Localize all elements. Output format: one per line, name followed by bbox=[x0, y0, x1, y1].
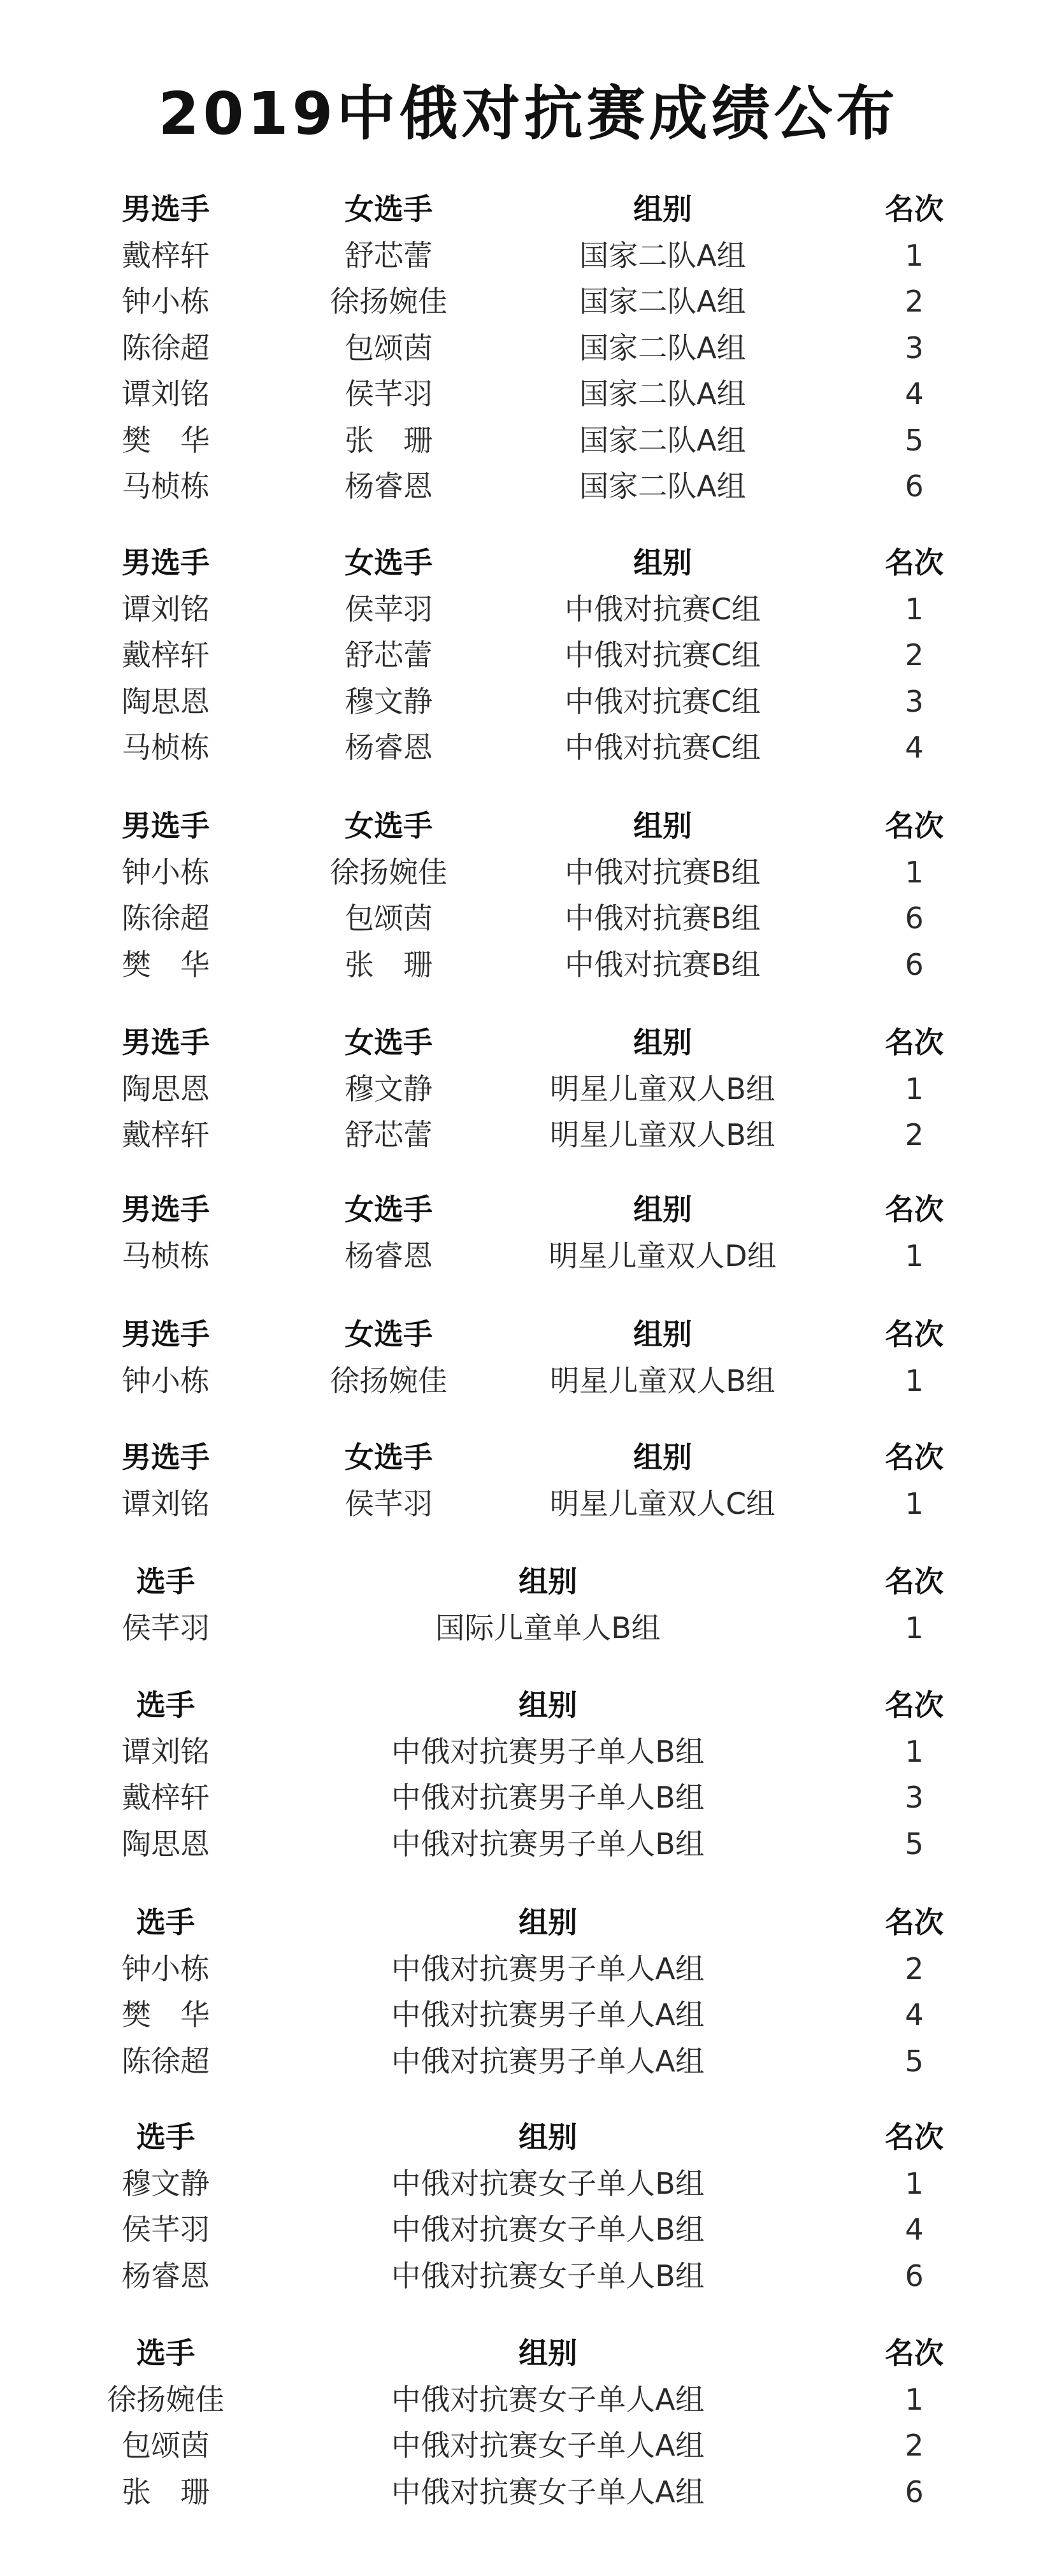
table-row bbox=[0, 1358, 1057, 1404]
rank-value: 1 bbox=[905, 854, 924, 889]
header-player: 选手 bbox=[136, 1688, 195, 1722]
section-header-row bbox=[0, 2330, 1057, 2376]
rank-value: 4 bbox=[905, 2212, 924, 2247]
rank-value: 1 bbox=[905, 1610, 924, 1645]
header-rank: 名次 bbox=[885, 1688, 944, 1722]
female-player: 张 珊 bbox=[345, 422, 433, 457]
table-row bbox=[0, 1992, 1057, 2038]
table-row bbox=[0, 632, 1057, 678]
table-row bbox=[0, 233, 1057, 278]
table-row bbox=[0, 942, 1057, 988]
table-row bbox=[0, 1481, 1057, 1527]
section-header-row bbox=[0, 1899, 1057, 1945]
header-rank: 名次 bbox=[885, 1905, 944, 1939]
table-row bbox=[0, 325, 1057, 371]
female-player: 侯苹羽 bbox=[345, 591, 433, 626]
group-name: 中俄对抗赛女子单人B组 bbox=[391, 2166, 705, 2201]
male-player: 戴梓轩 bbox=[122, 1118, 210, 1152]
rank-value: 1 bbox=[905, 1734, 924, 1769]
player-name: 钟小栋 bbox=[122, 1951, 210, 1986]
header-group: 组别 bbox=[633, 1317, 692, 1351]
table-row bbox=[0, 679, 1057, 724]
table-row bbox=[0, 1821, 1057, 1867]
rank-value: 1 bbox=[905, 591, 924, 626]
rank-value: 6 bbox=[905, 2474, 924, 2509]
table-row bbox=[0, 1066, 1057, 1112]
header-rank: 名次 bbox=[885, 1192, 944, 1227]
male-player: 陶思恩 bbox=[122, 684, 210, 719]
group-name: 中俄对抗赛B组 bbox=[564, 901, 761, 935]
section-header-row bbox=[0, 1186, 1057, 1232]
female-player: 舒芯蕾 bbox=[345, 1118, 433, 1152]
table-row bbox=[0, 1774, 1057, 1820]
group-name: 中俄对抗赛女子单人A组 bbox=[391, 2428, 705, 2463]
rank-value: 6 bbox=[905, 2258, 924, 2293]
rank-value: 5 bbox=[905, 2043, 924, 2078]
male-player: 戴梓轩 bbox=[122, 238, 210, 273]
group-name: 中俄对抗赛男子单人A组 bbox=[391, 2043, 705, 2078]
rank-value: 3 bbox=[905, 330, 924, 365]
male-player: 谭刘铭 bbox=[122, 591, 210, 626]
table-row bbox=[0, 278, 1057, 324]
player-name: 戴梓轩 bbox=[122, 1780, 210, 1815]
header-male: 男选手 bbox=[122, 192, 210, 226]
header-female: 女选手 bbox=[345, 192, 433, 226]
player-name: 谭刘铭 bbox=[122, 1734, 210, 1769]
table-row bbox=[0, 895, 1057, 941]
table-row bbox=[0, 849, 1057, 895]
rank-value: 2 bbox=[905, 1118, 924, 1152]
rank-value: 1 bbox=[905, 1238, 924, 1273]
group-name: 中俄对抗赛B组 bbox=[564, 947, 761, 982]
rank-value: 3 bbox=[905, 684, 924, 719]
rank-value: 4 bbox=[905, 730, 924, 765]
female-player: 杨睿恩 bbox=[345, 469, 433, 503]
rank-value: 2 bbox=[905, 638, 924, 672]
header-female: 女选手 bbox=[345, 1192, 433, 1227]
group-name: 国家二队A组 bbox=[579, 422, 746, 457]
table-row bbox=[0, 2161, 1057, 2206]
male-player: 钟小栋 bbox=[122, 854, 210, 889]
table-row bbox=[0, 1946, 1057, 1992]
rank-value: 6 bbox=[905, 947, 924, 982]
group-name: 国家二队A组 bbox=[579, 377, 746, 411]
group-name: 中俄对抗赛B组 bbox=[564, 854, 761, 889]
header-group: 组别 bbox=[633, 545, 692, 580]
rank-value: 5 bbox=[905, 1826, 924, 1861]
rank-value: 5 bbox=[905, 422, 924, 457]
male-player: 陈徐超 bbox=[122, 901, 210, 935]
header-player: 选手 bbox=[136, 2120, 195, 2154]
header-rank: 名次 bbox=[885, 1564, 944, 1599]
male-player: 马桢栋 bbox=[122, 469, 210, 503]
female-player: 包颂茵 bbox=[345, 330, 433, 365]
group-name: 中俄对抗赛男子单人B组 bbox=[391, 1780, 705, 1815]
group-name: 中俄对抗赛C组 bbox=[564, 638, 761, 672]
female-player: 侯芊羽 bbox=[345, 1486, 433, 1521]
male-player: 谭刘铭 bbox=[122, 1486, 210, 1521]
player-name: 侯芊羽 bbox=[122, 2212, 210, 2247]
male-player: 钟小栋 bbox=[122, 284, 210, 319]
female-player: 杨睿恩 bbox=[345, 730, 433, 765]
rank-value: 3 bbox=[905, 1780, 924, 1815]
header-male: 男选手 bbox=[122, 1440, 210, 1474]
table-row bbox=[0, 2469, 1057, 2515]
section-header-row bbox=[0, 1682, 1057, 1728]
header-female: 女选手 bbox=[345, 1317, 433, 1351]
player-name: 包颂茵 bbox=[122, 2428, 210, 2463]
header-rank: 名次 bbox=[885, 1317, 944, 1351]
header-rank: 名次 bbox=[885, 2120, 944, 2154]
rank-value: 6 bbox=[905, 901, 924, 935]
player-name: 侯芊羽 bbox=[122, 1610, 210, 1645]
rank-value: 2 bbox=[905, 284, 924, 319]
header-female: 女选手 bbox=[345, 1025, 433, 1060]
rank-value: 4 bbox=[905, 1997, 924, 2032]
group-name: 中俄对抗赛男子单人B组 bbox=[391, 1734, 705, 1769]
male-player: 陈徐超 bbox=[122, 330, 210, 365]
female-player: 徐扬婉佳 bbox=[330, 1363, 447, 1398]
table-row bbox=[0, 1233, 1057, 1279]
group-name: 明星儿童双人C组 bbox=[549, 1486, 776, 1521]
female-player: 穆文静 bbox=[345, 684, 433, 719]
section-header-row bbox=[0, 1434, 1057, 1480]
male-player: 陶思恩 bbox=[122, 1071, 210, 1106]
male-player: 钟小栋 bbox=[122, 1363, 210, 1398]
group-name: 中俄对抗赛C组 bbox=[564, 730, 761, 765]
female-player: 杨睿恩 bbox=[345, 1238, 433, 1273]
header-male: 男选手 bbox=[122, 545, 210, 580]
header-male: 男选手 bbox=[122, 809, 210, 843]
header-female: 女选手 bbox=[345, 1440, 433, 1474]
table-row bbox=[0, 417, 1057, 463]
section-header-row bbox=[0, 186, 1057, 232]
group-name: 明星儿童双人D组 bbox=[549, 1238, 777, 1273]
header-rank: 名次 bbox=[885, 192, 944, 226]
group-name: 国家二队A组 bbox=[579, 284, 746, 319]
group-name: 中俄对抗赛女子单人A组 bbox=[391, 2382, 705, 2417]
header-group: 组别 bbox=[519, 2120, 577, 2154]
male-player: 马桢栋 bbox=[122, 1238, 210, 1273]
player-name: 张 珊 bbox=[122, 2474, 210, 2509]
section-header-row bbox=[0, 2114, 1057, 2160]
female-player: 徐扬婉佳 bbox=[330, 854, 447, 889]
header-rank: 名次 bbox=[885, 1025, 944, 1060]
header-group: 组别 bbox=[519, 2336, 577, 2370]
male-player: 戴梓轩 bbox=[122, 638, 210, 672]
rank-value: 6 bbox=[905, 469, 924, 503]
page-title: 2019中俄对抗赛成绩公布 bbox=[158, 80, 899, 148]
header-male: 男选手 bbox=[122, 1317, 210, 1351]
player-name: 樊 华 bbox=[122, 1997, 210, 2032]
table-row bbox=[0, 2253, 1057, 2299]
section-header-row bbox=[0, 1558, 1057, 1604]
header-rank: 名次 bbox=[885, 809, 944, 843]
group-name: 明星儿童双人B组 bbox=[550, 1071, 775, 1106]
section-header-row bbox=[0, 540, 1057, 586]
section-header-row bbox=[0, 1019, 1057, 1065]
section-header-row bbox=[0, 1311, 1057, 1357]
rank-value: 4 bbox=[905, 377, 924, 411]
header-group: 组别 bbox=[633, 1440, 692, 1474]
table-row bbox=[0, 1605, 1057, 1651]
group-name: 中俄对抗赛男子单人B组 bbox=[391, 1826, 705, 1861]
header-rank: 名次 bbox=[885, 2336, 944, 2370]
group-name: 中俄对抗赛C组 bbox=[564, 684, 761, 719]
header-player: 选手 bbox=[136, 2336, 195, 2370]
header-player: 选手 bbox=[136, 1905, 195, 1939]
rank-value: 1 bbox=[905, 2166, 924, 2201]
group-name: 中俄对抗赛女子单人A组 bbox=[391, 2474, 705, 2509]
female-player: 包颂茵 bbox=[345, 901, 433, 935]
rank-value: 1 bbox=[905, 1486, 924, 1521]
header-female: 女选手 bbox=[345, 809, 433, 843]
table-row bbox=[0, 1729, 1057, 1774]
female-player: 穆文静 bbox=[345, 1071, 433, 1106]
group-name: 中俄对抗赛男子单人A组 bbox=[391, 1997, 705, 2032]
group-name: 明星儿童双人B组 bbox=[550, 1363, 775, 1398]
rank-value: 1 bbox=[905, 1071, 924, 1106]
header-group: 组别 bbox=[633, 1025, 692, 1060]
header-group: 组别 bbox=[633, 192, 692, 226]
rank-value: 1 bbox=[905, 2382, 924, 2417]
group-name: 国际儿童单人B组 bbox=[435, 1610, 661, 1645]
table-row bbox=[0, 1112, 1057, 1158]
header-male: 男选手 bbox=[122, 1025, 210, 1060]
rank-value: 1 bbox=[905, 238, 924, 273]
table-row bbox=[0, 463, 1057, 509]
table-row bbox=[0, 2422, 1057, 2468]
female-player: 张 珊 bbox=[345, 947, 433, 982]
rank-value: 1 bbox=[905, 1363, 924, 1398]
female-player: 舒芯蕾 bbox=[345, 638, 433, 672]
table-row bbox=[0, 586, 1057, 632]
female-player: 侯芊羽 bbox=[345, 377, 433, 411]
male-player: 谭刘铭 bbox=[122, 377, 210, 411]
group-name: 国家二队A组 bbox=[579, 238, 746, 273]
header-group: 组别 bbox=[519, 1905, 577, 1939]
group-name: 国家二队A组 bbox=[579, 469, 746, 503]
header-group: 组别 bbox=[519, 1564, 577, 1599]
table-row bbox=[0, 2038, 1057, 2084]
group-name: 中俄对抗赛男子单人A组 bbox=[391, 1951, 705, 1986]
header-rank: 名次 bbox=[885, 545, 944, 580]
group-name: 中俄对抗赛C组 bbox=[564, 591, 761, 626]
header-group: 组别 bbox=[519, 1688, 577, 1722]
header-female: 女选手 bbox=[345, 545, 433, 580]
header-rank: 名次 bbox=[885, 1440, 944, 1474]
table-row bbox=[0, 724, 1057, 770]
player-name: 杨睿恩 bbox=[122, 2258, 210, 2293]
group-name: 国家二队A组 bbox=[579, 330, 746, 365]
header-group: 组别 bbox=[633, 1192, 692, 1227]
group-name: 中俄对抗赛女子单人B组 bbox=[391, 2258, 705, 2293]
player-name: 陈徐超 bbox=[122, 2043, 210, 2078]
rank-value: 2 bbox=[905, 1951, 924, 1986]
table-row bbox=[0, 2206, 1057, 2252]
male-player: 樊 华 bbox=[122, 947, 210, 982]
player-name: 徐扬婉佳 bbox=[107, 2382, 224, 2417]
table-row bbox=[0, 2377, 1057, 2422]
group-name: 中俄对抗赛女子单人B组 bbox=[391, 2212, 705, 2247]
male-player: 樊 华 bbox=[122, 422, 210, 457]
group-name: 明星儿童双人B组 bbox=[550, 1118, 775, 1152]
player-name: 陶思恩 bbox=[122, 1826, 210, 1861]
header-group: 组别 bbox=[633, 809, 692, 843]
female-player: 徐扬婉佳 bbox=[330, 284, 447, 319]
section-header-row bbox=[0, 803, 1057, 849]
male-player: 马桢栋 bbox=[122, 730, 210, 765]
player-name: 穆文静 bbox=[122, 2166, 210, 2201]
rank-value: 2 bbox=[905, 2428, 924, 2463]
header-male: 男选手 bbox=[122, 1192, 210, 1227]
female-player: 舒芯蕾 bbox=[345, 238, 433, 273]
header-player: 选手 bbox=[136, 1564, 195, 1599]
table-row bbox=[0, 371, 1057, 417]
